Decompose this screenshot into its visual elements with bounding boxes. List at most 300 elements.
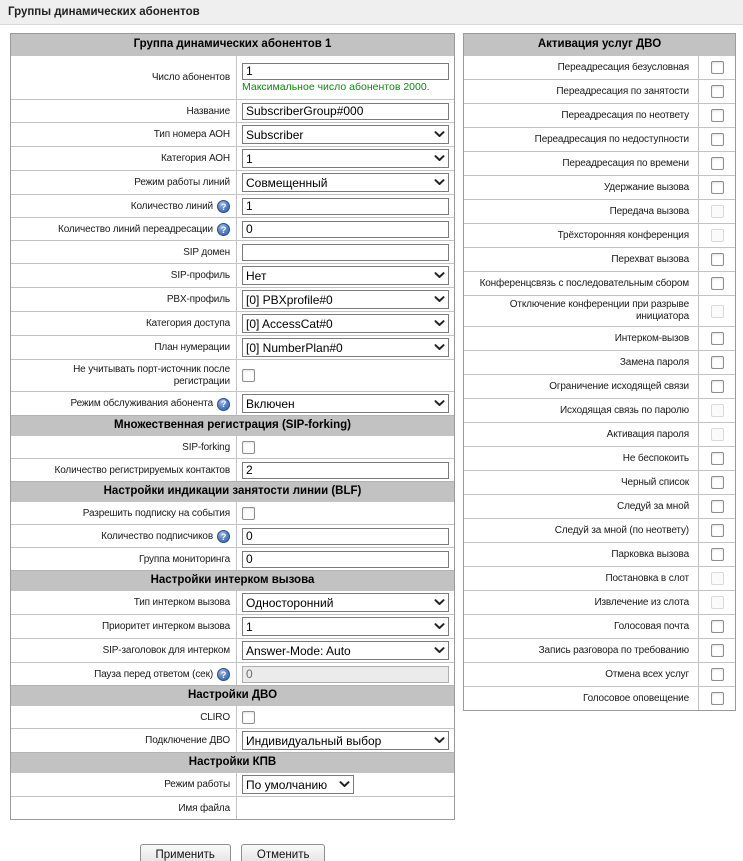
section-header: Настройки индикации занятости линии (BLF) [11,481,454,501]
select-wrap [242,617,449,636]
select-wrap [242,775,354,794]
form-row [11,614,454,638]
service-label: Извлечение из слота [594,596,689,608]
select[interactable] [242,593,449,612]
select[interactable] [242,394,449,413]
form-row [11,359,454,391]
field-label-text: Разрешить подписку на события [82,507,230,519]
select[interactable] [242,641,449,660]
field-label-text: CLIRO [200,711,230,723]
field-label [11,663,236,685]
service-checkbox-cell [698,176,735,199]
field-label-text: Категория доступа [145,318,230,329]
service-checkbox[interactable] [711,85,724,98]
help-icon[interactable]: ? [217,530,230,543]
service-label: Постановка в слот [605,572,689,584]
field-cell [236,195,454,217]
field-label [11,360,236,391]
field-label [11,288,236,311]
field-control-line [242,593,449,612]
subscriber-group-panel [10,33,455,820]
page-title-bar [0,0,743,25]
service-row [464,55,735,79]
field-label-text: Тип интерком вызова [133,597,230,608]
help-icon[interactable]: ? [217,398,230,411]
text-input[interactable] [242,221,449,238]
service-label: Отключение конференции при разрыве инициатора [509,299,689,322]
field-label [11,548,236,570]
field-label [11,729,236,752]
field-cell [236,436,454,458]
section-header: Множественная регистрация (SIP-forking) [11,415,454,435]
field-label-text: SIP домен [183,246,230,258]
field-label [11,100,236,122]
select[interactable] [242,775,354,794]
text-input[interactable] [242,528,449,545]
select-wrap [242,731,449,750]
field-cell [236,56,454,99]
service-label: Активация пароля [606,428,689,440]
select[interactable] [242,617,449,636]
field-cell [236,663,454,685]
field-cell [236,525,454,547]
field-label [11,264,236,287]
form-row [11,772,454,796]
form-row [11,435,454,458]
service-row [464,662,735,686]
field-control-line [242,507,449,520]
form-row [11,458,454,481]
page-title: Группы динамических абонентов [8,6,200,18]
field-label-text: Пауза перед ответом (сек) [94,668,213,680]
field-label-text: Подключение ДВО [145,735,230,746]
service-checkbox[interactable] [711,668,724,681]
service-label: Переадресация по недоступности [534,133,689,145]
field-label [11,195,236,217]
service-row [464,494,735,518]
field-label-text: Режим работы [164,779,230,790]
text-input [242,666,449,683]
field-cell [236,241,454,263]
service-checkbox[interactable] [711,548,724,561]
field-control-line [242,666,449,683]
field-control-line [242,173,449,192]
select[interactable] [242,266,449,285]
field-control-line [242,221,449,238]
field-cell [236,100,454,122]
select-wrap [242,641,449,660]
service-checkbox [711,596,724,609]
service-label: Следуй за мной (по неответу) [554,524,689,536]
service-checkbox [711,404,724,417]
subscriber-group-column [10,33,455,861]
service-row [464,614,735,638]
service-checkbox[interactable] [711,620,724,633]
service-row [464,590,735,614]
field-label [11,706,236,728]
form-row [11,263,454,287]
service-checkbox[interactable] [711,692,724,705]
field-label [11,171,236,194]
service-checkbox-cell [698,80,735,103]
services-panel-title: Активация услуг ДВО [464,34,735,55]
service-checkbox-cell [698,567,735,590]
field-control-line [242,528,449,545]
field-label [11,615,236,638]
form-row [11,217,454,240]
text-input[interactable] [242,244,449,261]
select-wrap [242,266,449,285]
field-cell [236,218,454,240]
form-row [11,311,454,335]
subscriber-group-panel-title: Группа динамических абонентов 1 [11,34,454,55]
service-label: Удержание вызова [603,181,689,193]
services-list [464,55,735,710]
service-checkbox[interactable] [711,181,724,194]
help-icon[interactable]: ? [217,668,230,681]
field-label-text: Количество подписчиков [101,530,213,542]
service-row [464,223,735,247]
service-label: Переадресация по занятости [556,85,689,97]
form-row [11,524,454,547]
cancel-button[interactable]: Отменить [241,844,326,861]
service-checkbox-cell [698,248,735,271]
text-input[interactable] [242,198,449,215]
field-cell [236,639,454,662]
service-row [464,326,735,350]
field-label [11,123,236,146]
service-label: Передача вызова [609,205,689,217]
service-checkbox-cell [698,351,735,374]
field-cell [236,773,454,796]
field-label [11,502,236,524]
field-label [11,525,236,547]
service-checkbox-cell [698,663,735,686]
form-row [11,796,454,819]
service-checkbox[interactable] [711,476,724,489]
service-row [464,151,735,175]
field-label-text: Категория АОН [160,153,230,164]
field-label [11,392,236,415]
field-control-line [242,369,449,382]
field-label [11,459,236,481]
service-label: Трёхсторонняя конференция [557,229,689,241]
service-checkbox-cell [698,152,735,175]
service-row [464,127,735,151]
field-control-line [242,244,449,261]
service-row [464,422,735,446]
field-label-text: SIP-forking [182,441,230,453]
service-row [464,350,735,374]
form-row [11,391,454,415]
form-row [11,335,454,359]
field-control-line [242,103,449,120]
service-label: Черный список [621,476,689,488]
form-row [11,240,454,263]
service-row [464,446,735,470]
service-row [464,199,735,223]
service-row [464,566,735,590]
service-row [464,271,735,295]
section-header: Настройки интерком вызова [11,570,454,590]
form-row [11,287,454,311]
field-control-line [242,63,449,80]
field-control-line [242,617,449,636]
select[interactable] [242,314,449,333]
service-checkbox-cell [698,200,735,223]
section-header: Настройки КПВ [11,752,454,772]
field-cell [236,147,454,170]
service-checkbox[interactable] [711,380,724,393]
field-label-text: Тип номера АОН [153,129,230,140]
service-label: Следуй за мной [617,500,689,512]
service-checkbox[interactable] [711,133,724,146]
service-checkbox-cell [698,423,735,446]
service-checkbox-cell [698,272,735,295]
service-checkbox [711,305,724,318]
field-control-line [242,731,449,750]
service-checkbox[interactable] [711,644,724,657]
field-label [11,56,236,99]
service-checkbox[interactable] [711,157,724,170]
text-input[interactable] [242,103,449,120]
field-control-line [242,338,449,357]
service-label: Запись разговора по требованию [538,644,689,656]
service-checkbox[interactable] [711,109,724,122]
form-row [11,662,454,685]
select-wrap [242,125,449,144]
checkbox[interactable] [242,369,255,382]
service-label: Не беспокоить [622,452,689,464]
service-label: Переадресация по времени [562,157,689,169]
service-checkbox-cell [698,687,735,710]
field-cell [236,288,454,311]
service-row [464,542,735,566]
form-row [11,638,454,662]
service-checkbox[interactable] [711,253,724,266]
form-row [11,146,454,170]
service-row [464,79,735,103]
checkbox[interactable] [242,441,255,454]
select[interactable] [242,149,449,168]
field-label [11,336,236,359]
field-cell [236,797,454,819]
field-cell [236,591,454,614]
service-label: Голосовое оповещение [582,692,689,704]
field-label-text: Имя файла [178,802,230,814]
service-checkbox[interactable] [711,356,724,369]
service-checkbox-cell [698,327,735,350]
service-row [464,247,735,271]
service-label: Интерком-вызов [614,332,689,344]
service-row [464,374,735,398]
form-row [11,547,454,570]
field-label [11,147,236,170]
service-checkbox [711,229,724,242]
field-label [11,241,236,263]
field-control-line [242,198,449,215]
select[interactable] [242,290,449,309]
service-row [464,470,735,494]
field-label-text: Название [186,105,230,117]
field-label [11,797,236,819]
field-label-text: PBX-профиль [166,294,230,305]
field-label [11,639,236,662]
help-icon[interactable]: ? [217,200,230,213]
field-control-line [242,441,449,454]
service-label: Исходящая связь по паролю [559,404,689,416]
field-label-text: Количество регистрируемых контактов [54,464,230,476]
form-row [11,728,454,752]
field-control-line [242,266,449,285]
text-input[interactable] [242,63,449,80]
form-row [11,705,454,728]
field-label-text: SIP-заголовок для интерком [102,645,230,656]
field-control-line [242,290,449,309]
service-label: Отмена всех услуг [605,668,689,680]
form-row [11,194,454,217]
service-label: Ограничение исходящей связи [549,380,689,392]
field-note: Максимальное число абонентов 2000. [242,80,430,93]
field-label-text: SIP-профиль [170,270,230,281]
section-header: Настройки ДВО [11,685,454,705]
form-row [11,501,454,524]
service-checkbox[interactable] [711,277,724,290]
service-checkbox [711,205,724,218]
select[interactable] [242,338,449,357]
field-control-line [242,551,449,568]
service-checkbox-cell [698,104,735,127]
field-label [11,312,236,335]
checkbox[interactable] [242,711,255,724]
service-checkbox-cell [698,519,735,542]
select[interactable] [242,173,449,192]
service-label: Переадресация безусловная [557,61,689,73]
select-wrap [242,173,449,192]
service-checkbox[interactable] [711,500,724,513]
service-checkbox-cell [698,615,735,638]
field-label-text: Приоритет интерком вызова [101,621,230,632]
field-control-line [242,314,449,333]
apply-button[interactable]: Применить [140,844,231,861]
field-cell [236,392,454,415]
form-row [11,170,454,194]
service-checkbox-cell [698,591,735,614]
checkbox[interactable] [242,507,255,520]
form-row [11,590,454,614]
field-control-line [242,462,449,479]
field-label-text: Режим обслуживания абонента [70,398,213,409]
field-label [11,591,236,614]
service-checkbox-cell [698,128,735,151]
service-row [464,103,735,127]
service-label: Перехват вызова [611,253,689,265]
select-wrap [242,149,449,168]
field-control-line [242,641,449,660]
form-row [11,122,454,146]
service-checkbox-cell [698,447,735,470]
service-checkbox [711,428,724,441]
service-checkbox-cell [698,495,735,518]
service-row [464,398,735,422]
field-control-line [242,775,449,794]
form-row [11,99,454,122]
form-row [11,55,454,99]
service-checkbox[interactable] [711,61,724,74]
service-checkbox-cell [698,296,735,326]
field-label-text: Количество линий [130,200,213,212]
field-control-line [242,394,449,413]
field-cell [236,502,454,524]
field-cell [236,171,454,194]
service-label: Конференцсвязь с последовательным сбором [479,277,689,289]
field-cell [236,264,454,287]
service-label: Переадресация по неответу [561,109,689,121]
select-wrap [242,290,449,309]
service-checkbox-cell [698,375,735,398]
help-icon[interactable]: ? [217,223,230,236]
service-row [464,686,735,710]
field-cell [236,336,454,359]
field-label [11,436,236,458]
field-control-line [242,125,449,144]
select-wrap [242,394,449,413]
service-row [464,295,735,326]
service-checkbox-cell [698,471,735,494]
select-wrap [242,314,449,333]
select[interactable] [242,125,449,144]
text-input[interactable] [242,551,449,568]
service-checkbox [711,572,724,585]
services-panel [463,33,736,711]
service-row [464,175,735,199]
field-label-text: Группа мониторинга [138,553,230,565]
field-label-text: Число абонентов [151,72,230,83]
select-wrap [242,338,449,357]
service-checkbox[interactable] [711,332,724,345]
field-cell [236,548,454,570]
field-cell [236,459,454,481]
field-cell [236,360,454,391]
service-checkbox-cell [698,543,735,566]
button-row [10,844,455,861]
field-label [11,773,236,796]
service-checkbox[interactable] [711,524,724,537]
field-control-line [242,149,449,168]
text-input[interactable] [242,462,449,479]
service-label: Замена пароля [619,356,689,368]
service-label: Парковка вызова [611,548,689,560]
service-row [464,638,735,662]
field-label-text: Количество линий переадресации [58,223,213,235]
service-label: Голосовая почта [614,620,689,632]
field-label-text: План нумерации [154,342,230,353]
field-cell [236,123,454,146]
service-checkbox-cell [698,224,735,247]
service-checkbox[interactable] [711,452,724,465]
field-cell [236,706,454,728]
subscriber-group-form [11,55,454,819]
field-label [11,218,236,240]
field-control-line [242,711,449,724]
field-cell [236,729,454,752]
select[interactable] [242,731,449,750]
service-checkbox-cell [698,639,735,662]
field-label-text: Режим работы линий [134,177,230,188]
service-row [464,518,735,542]
service-checkbox-cell [698,399,735,422]
select-wrap [242,593,449,612]
